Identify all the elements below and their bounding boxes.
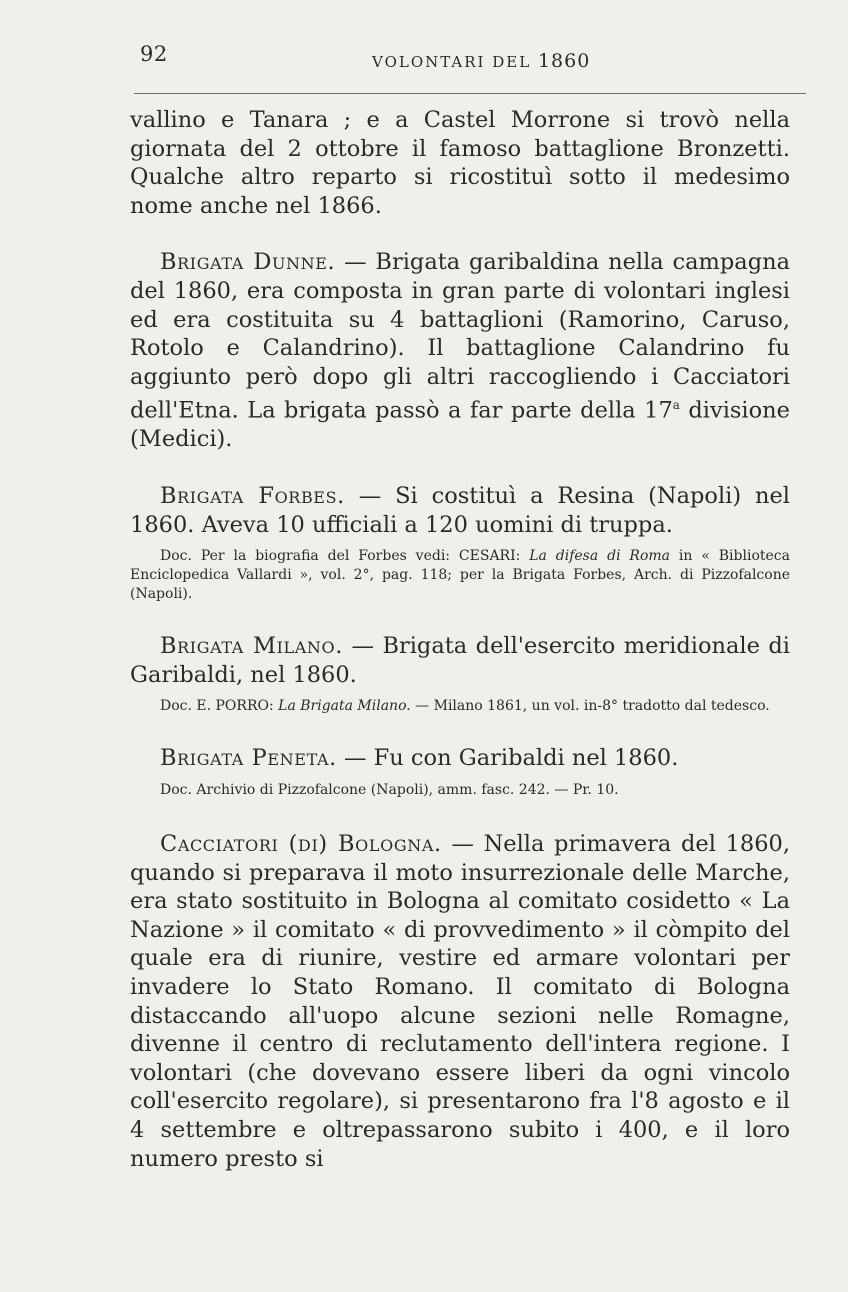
running-title: VOLONTARI DEL (372, 53, 538, 71)
entry-text: — Brigata garibaldina nella campagna del 1860, era composta in gran parte di volontari inglesi ed era costituita su 4 battaglioni (Ramorino, Caruso, Rotolo e Calandrino). Il battaglione Calandrino fu aggiunto però dopo gli altri raccogliendo i Cacciatori dell'Etna. La brigata passò a far parte della 17 (130, 249, 791, 424)
entry-paragraph (130, 830, 790, 1173)
entry-heading: Brigata Dunne. (160, 249, 336, 276)
doc-prefix: Doc. Per la biografia del Forbes vedi: CESARI: (160, 548, 530, 565)
continuation-paragraph: vallino e Tanara ; e a Castel Morrone si trovò nella giornata del 2 ottobre il famoso battaglione Bronzetti. Qualche altro reparto si ricostituì sotto il medesimo nome anche nel 1866. (130, 107, 790, 219)
entry-paragraph (130, 248, 790, 454)
doc-prefix: Doc. Archivio di Pizzofalcone (Napoli), amm. fasc. 242. — Pr. 10. (160, 782, 619, 798)
entry-text: — Si costituì a Resina (Napoli) nel 1860. Aveva 10 ufficiali a 120 uomini di truppa. (130, 483, 790, 538)
entry-heading: Cacciatori (di) Bologna. (160, 831, 442, 857)
entry-text: — Nella primavera del 1860, quando si preparava il moto insurrezionale delle Marche, era stato sostituito in Bologna al comitato cosidetto « La Nazione » il comitato « di provvedimento » il còmpito del quale era di riunire, vestire ed armare volontari per invadere lo Stato Romano. Il comitato di Bologna distaccando all'uopo alcune sezioni nelle Romagne, divenne il centro di reclutamento dell'intera regione. I volontari (che dovevano essere liberi da ogni vincolo coll'esercito regolare), si presentarono fra l'8 agosto e il 4 settembre e oltrepassarono subito i 400, e il loro numero presto si (130, 831, 790, 1172)
entry-heading: Brigata Peneta. (160, 745, 337, 772)
running-head (372, 50, 590, 72)
doc-title: La Brigata Milano. (278, 698, 411, 715)
entry-paragraph (130, 482, 790, 539)
entry-text-after: divisione (Medici). (130, 397, 790, 453)
header-rule (134, 93, 806, 94)
doc-title: La difesa di Roma (529, 548, 671, 565)
running-year: 1860 (537, 50, 591, 72)
entry-brigata-forbes (130, 482, 790, 604)
doc-suffix: — Milano 1861, un vol. in-8° tradotto dal tedesco. (410, 698, 770, 715)
entry-brigata-peneta (130, 744, 790, 800)
page-number: 92 (140, 42, 168, 66)
entry-paragraph (130, 744, 790, 773)
doc-suffix: in « Biblioteca Enciclopedica Vallardi », vol. 2°, pag. 118; per la Brigata Forbes, Arch. di Pizzofalcone (Napoli). (130, 548, 790, 603)
entry-heading: Brigata Milano. (160, 633, 343, 660)
entry-cacciatori-bologna (130, 830, 790, 1173)
doc-prefix: Doc. E. PORRO: (160, 698, 279, 715)
page-header (128, 40, 808, 96)
entry-text: — Brigata dell'esercito meridionale di Garibaldi, nel 1860. (130, 633, 790, 688)
entry-text: — Fu con Garibaldi nel 1860. (336, 745, 679, 772)
page-body (130, 106, 790, 1173)
entry-brigata-milano (130, 632, 790, 716)
ordinal-superscript: a (672, 398, 680, 413)
doc-note (130, 697, 790, 716)
entry-heading: Brigata Forbes. (160, 483, 345, 510)
entry-brigata-dunne (130, 248, 790, 454)
entry-paragraph (130, 632, 790, 689)
doc-note (130, 547, 790, 604)
doc-note (130, 781, 790, 800)
